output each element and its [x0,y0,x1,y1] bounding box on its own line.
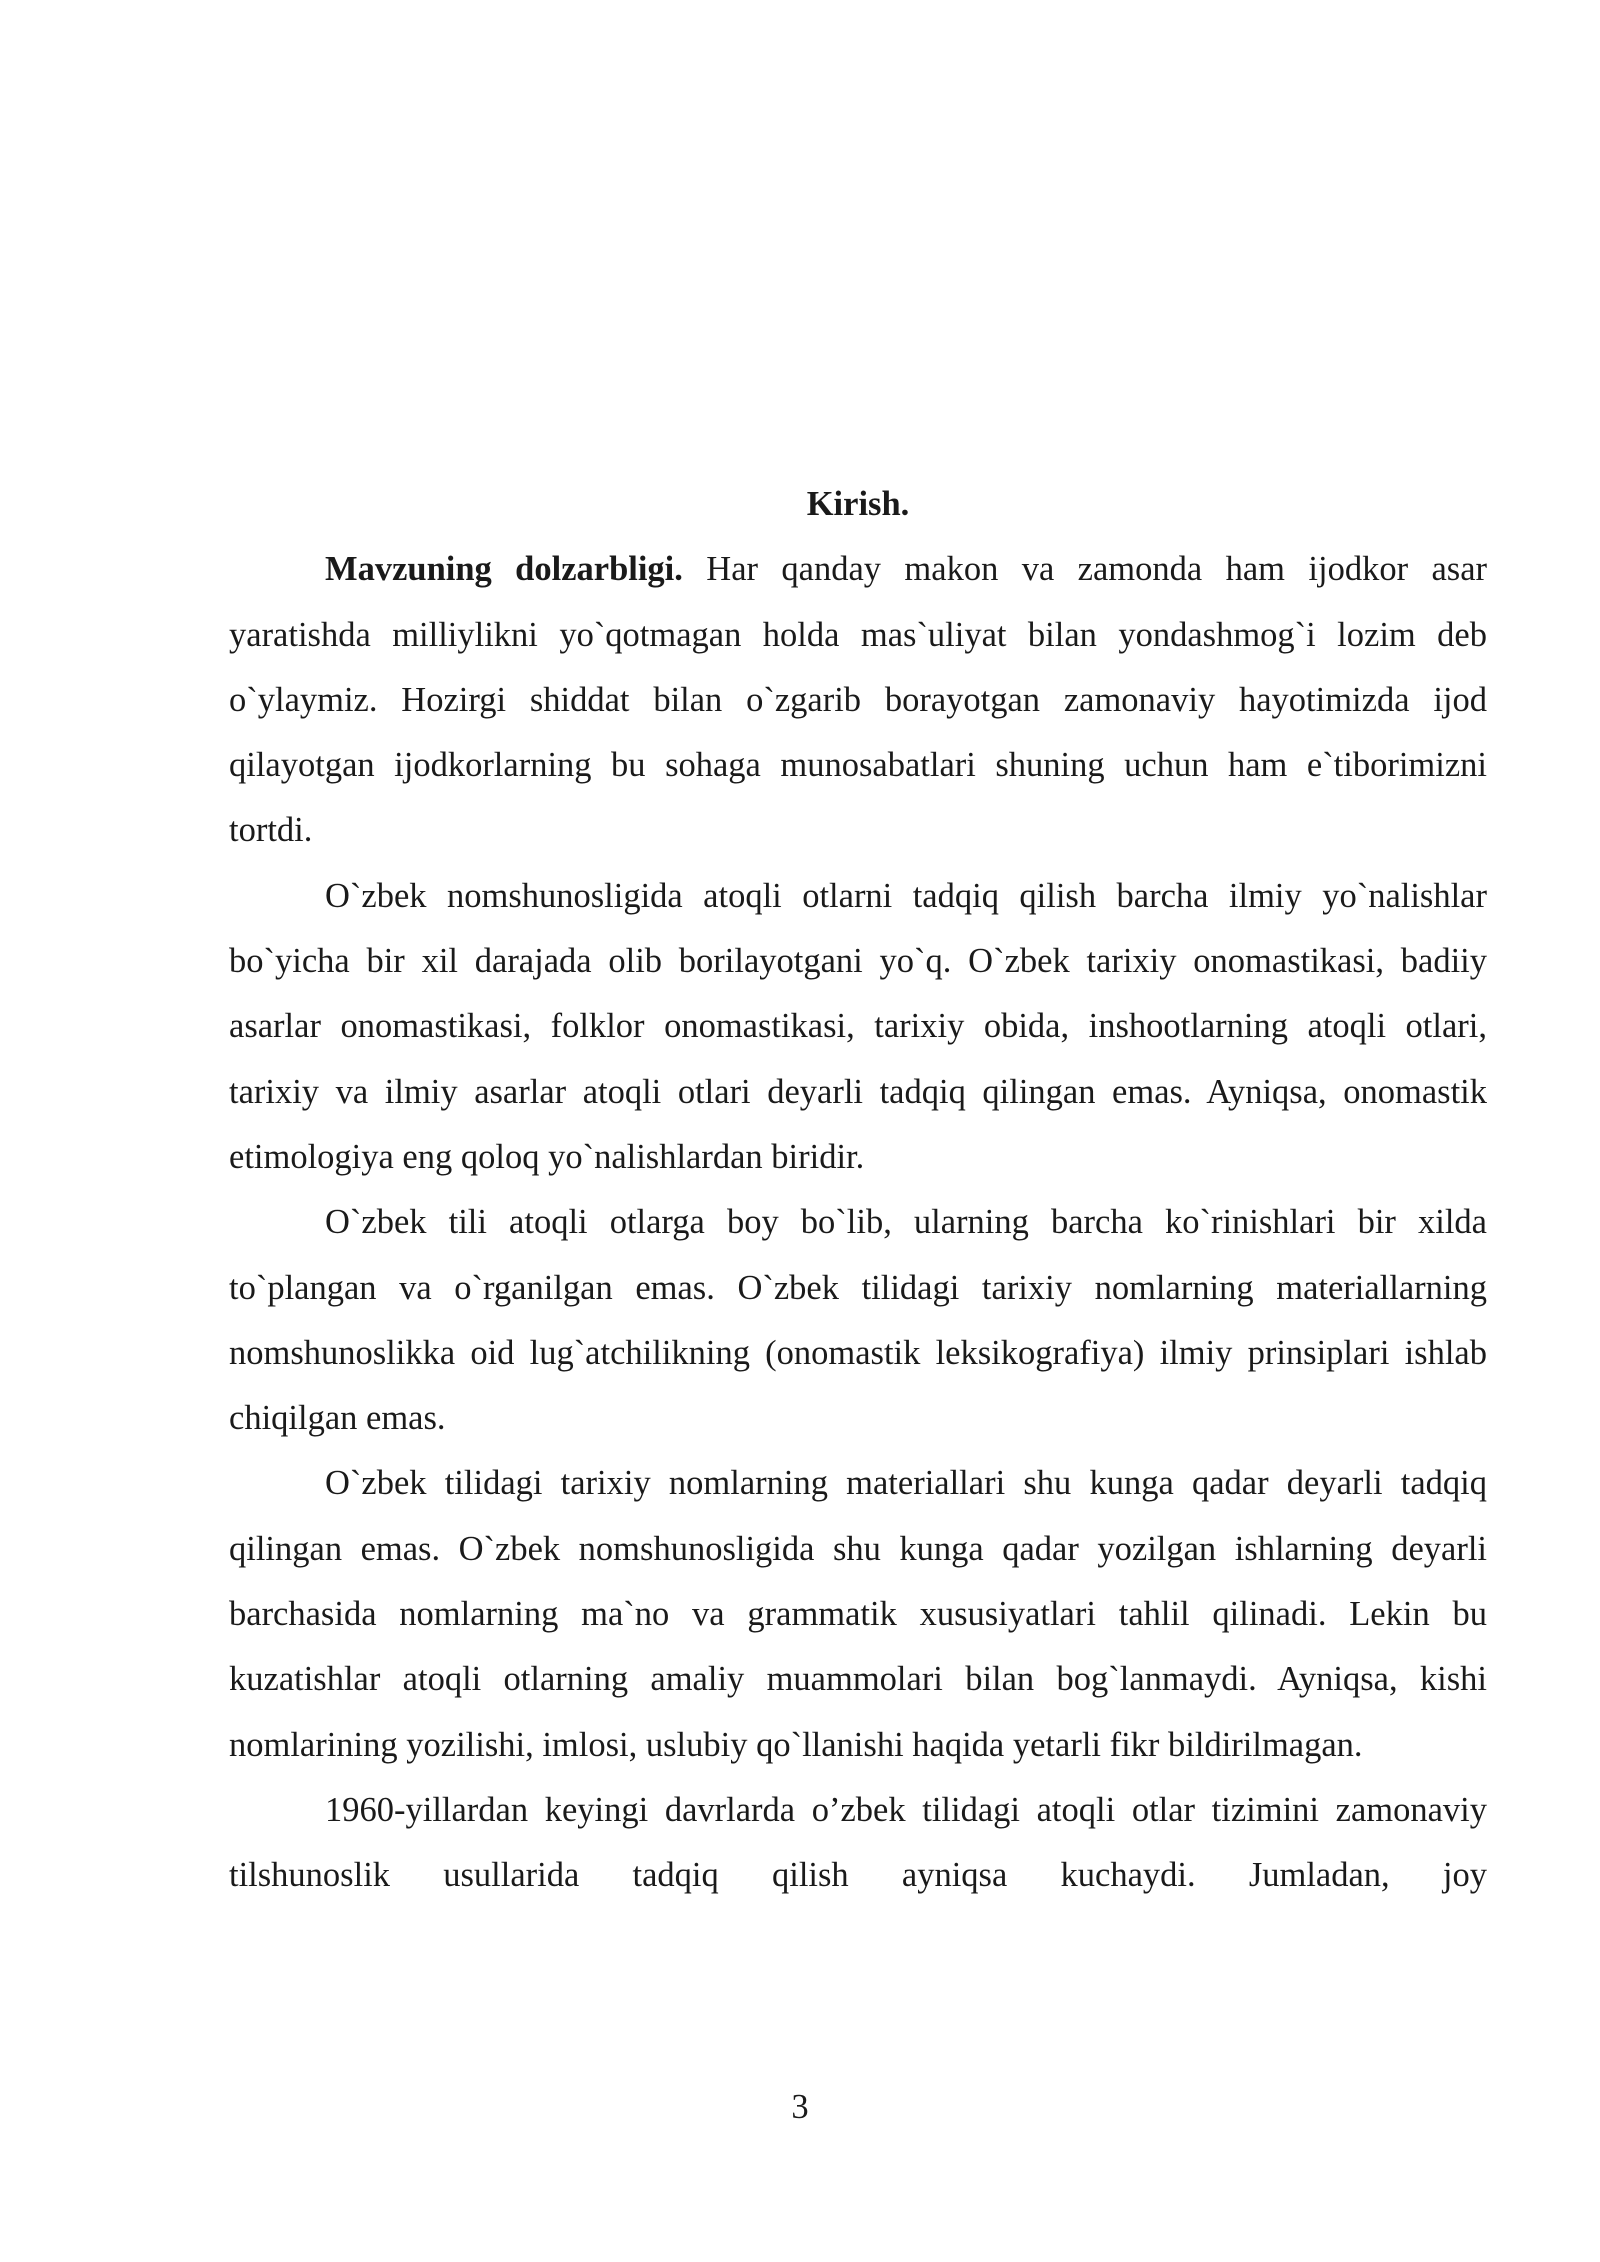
document-body [229,472,1487,1909]
paragraph-lead: Mavzuning dolzarbligi. [325,550,683,589]
paragraph-text: Har qanday makon va zamonda ham ijodkor asar yaratishda milliylikni yo`qotmagan holda mas`uliyat bilan yondashmog`i lozim deb o`ylaymiz. Hozirgi shiddat bilan o`zgarib borayotgan zamonaviy hayotimizda ijod qilayotgan ijodkorlarning bu sohaga munosabatlari shuning uchun ham e`tiborimizni tortdi. [229,550,1487,850]
paragraph-text: O`zbek nomshunosligida atoqli otlarni tadqiq qilish barcha ilmiy yo`nalishlar bo`yicha bir xil darajada olib borilayotgani yo`q. O`zbek tarixiy onomastikasi, badiiy asarlar onomastikasi, folklor onomastikasi, tarixiy obida, inshootlarning atoqli otlari, tarixiy va ilmiy asarlar atoqli otlari deyarli tadqiq qilingan emas. Ayniqsa, onomastik etimologiya eng qoloq yo`nalishlardan biridir. [229,876,1487,1176]
paragraph [229,1451,1487,1777]
paragraph-text: O`zbek tilidagi tarixiy nomlarning materiallari shu kunga qadar deyarli tadqiq qilingan emas. O`zbek nomshunosligida shu kunga qadar yozilgan ishlarning deyarli barchasida nomlarning ma`no va grammatik xususiyatlari tahlil qilinadi. Lekin bu kuzatishlar atoqli otlarning amaliy muammolari bilan bog`lanmaydi. Ayniqsa, kishi nomlarining yozilishi, imlosi, uslubiy qo`llanishi haqida yetarli fikr bildirilmagan. [229,1464,1487,1764]
section-heading: Kirish. [806,485,910,523]
page-number: 3 [791,2088,809,2126]
paragraph [229,537,1487,863]
paragraph [229,1778,1487,1909]
paragraph [229,1190,1487,1451]
paragraph [229,864,1487,1190]
paragraph-text: O`zbek tili atoqli otlarga boy bo`lib, ularning barcha ko`rinishlari bir xilda to`plangan va o`rganilgan emas. O`zbek tilidagi tarixiy nomlarning materiallarning nomshunoslikka oid lug`atchilikning (onomastik leksikografiya) ilmiy prinsiplari ishlab chiqilgan emas. [229,1203,1487,1438]
paragraph-text: 1960-yillardan keyingi davrlarda o’zbek tilidagi atoqli otlar tizimini zamonaviy tilshunoslik usullarida tadqiq qilish ayniqsa kuchaydi. Jumladan, joy [229,1790,1487,1895]
